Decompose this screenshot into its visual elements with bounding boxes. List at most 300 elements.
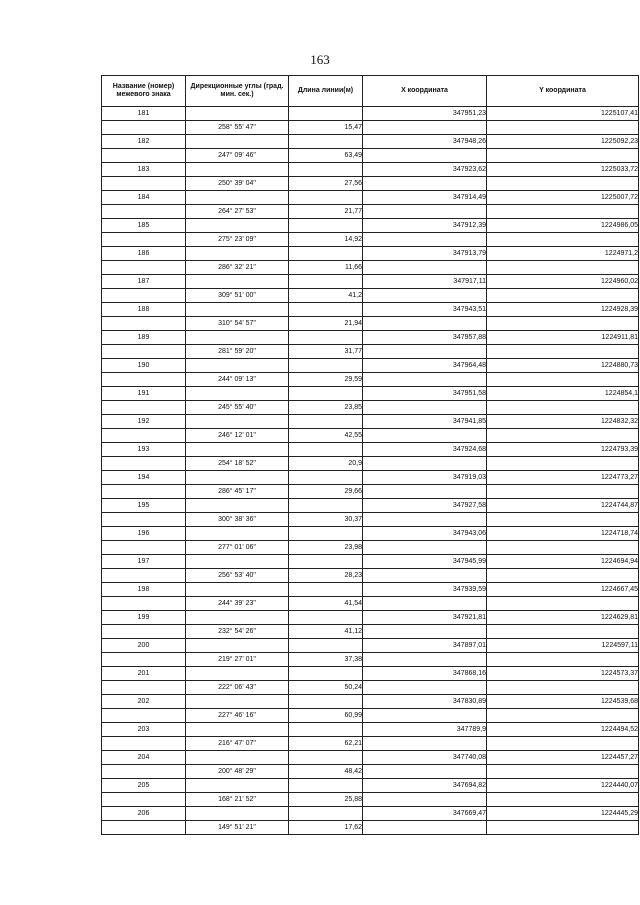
empty-cell bbox=[487, 737, 639, 751]
direction-angle-cell: 286° 32' 21" bbox=[186, 261, 289, 275]
segment-row bbox=[102, 345, 639, 359]
line-length-cell: 29,66 bbox=[289, 485, 363, 499]
line-length-cell: 25,88 bbox=[289, 793, 363, 807]
empty-cell bbox=[102, 121, 186, 135]
empty-cell bbox=[487, 177, 639, 191]
point-name-cell: 200 bbox=[102, 639, 186, 653]
segment-row bbox=[102, 513, 639, 527]
empty-cell bbox=[487, 429, 639, 443]
coordinates-table bbox=[101, 75, 639, 835]
y-coordinate-cell: 1224744,87 bbox=[487, 499, 639, 513]
point-row bbox=[102, 415, 639, 429]
empty-cell bbox=[102, 737, 186, 751]
segment-row bbox=[102, 597, 639, 611]
line-length-cell: 37,38 bbox=[289, 653, 363, 667]
empty-cell bbox=[487, 569, 639, 583]
empty-cell bbox=[487, 289, 639, 303]
segment-row bbox=[102, 541, 639, 555]
x-coordinate-cell: 347919,03 bbox=[363, 471, 487, 485]
empty-cell bbox=[102, 345, 186, 359]
empty-cell bbox=[186, 247, 289, 261]
point-row bbox=[102, 583, 639, 597]
line-length-cell: 50,24 bbox=[289, 681, 363, 695]
y-coordinate-cell: 1224880,73 bbox=[487, 359, 639, 373]
empty-cell bbox=[363, 513, 487, 527]
empty-cell bbox=[289, 555, 363, 569]
x-coordinate-cell: 347897,01 bbox=[363, 639, 487, 653]
direction-angle-cell: 200° 48' 29" bbox=[186, 765, 289, 779]
point-name-cell: 203 bbox=[102, 723, 186, 737]
empty-cell bbox=[289, 471, 363, 485]
empty-cell bbox=[289, 667, 363, 681]
y-coordinate-cell: 1224539,68 bbox=[487, 695, 639, 709]
point-row bbox=[102, 723, 639, 737]
y-coordinate-cell: 1224694,94 bbox=[487, 555, 639, 569]
empty-cell bbox=[363, 233, 487, 247]
line-length-cell: 41,2 bbox=[289, 289, 363, 303]
empty-cell bbox=[186, 331, 289, 345]
empty-cell bbox=[289, 443, 363, 457]
empty-cell bbox=[186, 555, 289, 569]
x-coordinate-cell: 347921,81 bbox=[363, 611, 487, 625]
y-coordinate-cell: 1224971,2 bbox=[487, 247, 639, 261]
x-coordinate-cell: 347943,51 bbox=[363, 303, 487, 317]
empty-cell bbox=[487, 401, 639, 415]
point-name-cell: 206 bbox=[102, 807, 186, 821]
direction-angle-cell: 275° 23' 09" bbox=[186, 233, 289, 247]
point-name-cell: 198 bbox=[102, 583, 186, 597]
x-coordinate-cell: 347694,82 bbox=[363, 779, 487, 793]
empty-cell bbox=[186, 499, 289, 513]
empty-cell bbox=[186, 807, 289, 821]
direction-angle-cell: 250° 39' 04" bbox=[186, 177, 289, 191]
empty-cell bbox=[186, 751, 289, 765]
empty-cell bbox=[102, 709, 186, 723]
point-name-cell: 196 bbox=[102, 527, 186, 541]
empty-cell bbox=[102, 177, 186, 191]
header-name: Название (номер) межевого знака bbox=[102, 76, 186, 107]
empty-cell bbox=[186, 611, 289, 625]
x-coordinate-cell: 347941,85 bbox=[363, 415, 487, 429]
y-coordinate-cell: 1224832,32 bbox=[487, 415, 639, 429]
line-length-cell: 30,37 bbox=[289, 513, 363, 527]
point-name-cell: 202 bbox=[102, 695, 186, 709]
empty-cell bbox=[289, 163, 363, 177]
empty-cell bbox=[487, 317, 639, 331]
direction-angle-cell: 232° 54' 26" bbox=[186, 625, 289, 639]
empty-cell bbox=[102, 569, 186, 583]
line-length-cell: 62,21 bbox=[289, 737, 363, 751]
segment-row bbox=[102, 177, 639, 191]
empty-cell bbox=[487, 793, 639, 807]
empty-cell bbox=[186, 415, 289, 429]
empty-cell bbox=[363, 597, 487, 611]
point-name-cell: 204 bbox=[102, 751, 186, 765]
empty-cell bbox=[186, 275, 289, 289]
empty-cell bbox=[102, 625, 186, 639]
point-name-cell: 193 bbox=[102, 443, 186, 457]
empty-cell bbox=[487, 681, 639, 695]
point-row bbox=[102, 303, 639, 317]
line-length-cell: 42,55 bbox=[289, 429, 363, 443]
point-row bbox=[102, 107, 639, 121]
direction-angle-cell: 246° 12' 01" bbox=[186, 429, 289, 443]
y-coordinate-cell: 1225033,72 bbox=[487, 163, 639, 177]
empty-cell bbox=[289, 807, 363, 821]
empty-cell bbox=[186, 107, 289, 121]
empty-cell bbox=[363, 681, 487, 695]
y-coordinate-cell: 1225007,72 bbox=[487, 191, 639, 205]
x-coordinate-cell: 347957,88 bbox=[363, 331, 487, 345]
segment-row bbox=[102, 149, 639, 163]
empty-cell bbox=[487, 709, 639, 723]
empty-cell bbox=[102, 233, 186, 247]
point-row bbox=[102, 611, 639, 625]
empty-cell bbox=[487, 597, 639, 611]
empty-cell bbox=[289, 135, 363, 149]
segment-row bbox=[102, 653, 639, 667]
y-coordinate-cell: 1224793,39 bbox=[487, 443, 639, 457]
line-length-cell: 48,42 bbox=[289, 765, 363, 779]
y-coordinate-cell: 1224597,11 bbox=[487, 639, 639, 653]
empty-cell bbox=[289, 247, 363, 261]
line-length-cell: 41,54 bbox=[289, 597, 363, 611]
point-name-cell: 197 bbox=[102, 555, 186, 569]
empty-cell bbox=[363, 121, 487, 135]
empty-cell bbox=[487, 821, 639, 835]
empty-cell bbox=[102, 765, 186, 779]
empty-cell bbox=[102, 457, 186, 471]
x-coordinate-cell: 347951,23 bbox=[363, 107, 487, 121]
empty-cell bbox=[186, 639, 289, 653]
x-coordinate-cell: 347917,11 bbox=[363, 275, 487, 289]
point-row bbox=[102, 695, 639, 709]
header-x: X координата bbox=[363, 76, 487, 107]
y-coordinate-cell: 1224573,37 bbox=[487, 667, 639, 681]
point-name-cell: 194 bbox=[102, 471, 186, 485]
point-row bbox=[102, 275, 639, 289]
empty-cell bbox=[186, 527, 289, 541]
point-row bbox=[102, 331, 639, 345]
empty-cell bbox=[186, 359, 289, 373]
line-length-cell: 21,77 bbox=[289, 205, 363, 219]
point-name-cell: 185 bbox=[102, 219, 186, 233]
segment-row bbox=[102, 121, 639, 135]
y-coordinate-cell: 1224928,39 bbox=[487, 303, 639, 317]
line-length-cell: 41,12 bbox=[289, 625, 363, 639]
y-coordinate-cell: 1224718,74 bbox=[487, 527, 639, 541]
x-coordinate-cell: 347914,49 bbox=[363, 191, 487, 205]
point-row bbox=[102, 443, 639, 457]
empty-cell bbox=[289, 331, 363, 345]
line-length-cell: 27,56 bbox=[289, 177, 363, 191]
empty-cell bbox=[186, 779, 289, 793]
y-coordinate-cell: 1224960,02 bbox=[487, 275, 639, 289]
segment-row bbox=[102, 289, 639, 303]
y-coordinate-cell: 1224445,29 bbox=[487, 807, 639, 821]
empty-cell bbox=[102, 793, 186, 807]
empty-cell bbox=[487, 625, 639, 639]
empty-cell bbox=[186, 387, 289, 401]
empty-cell bbox=[487, 765, 639, 779]
empty-cell bbox=[186, 667, 289, 681]
direction-angle-cell: 256° 53' 40" bbox=[186, 569, 289, 583]
x-coordinate-cell: 347948,26 bbox=[363, 135, 487, 149]
empty-cell bbox=[102, 317, 186, 331]
segment-row bbox=[102, 233, 639, 247]
header-y: Y координата bbox=[487, 76, 639, 107]
line-length-cell: 23,98 bbox=[289, 541, 363, 555]
line-length-cell: 63,49 bbox=[289, 149, 363, 163]
point-row bbox=[102, 527, 639, 541]
empty-cell bbox=[102, 429, 186, 443]
empty-cell bbox=[363, 177, 487, 191]
direction-angle-cell: 310° 54' 57" bbox=[186, 317, 289, 331]
empty-cell bbox=[363, 541, 487, 555]
point-name-cell: 181 bbox=[102, 107, 186, 121]
empty-cell bbox=[102, 373, 186, 387]
empty-cell bbox=[363, 149, 487, 163]
segment-row bbox=[102, 569, 639, 583]
x-coordinate-cell: 347669,47 bbox=[363, 807, 487, 821]
header-length: Длина линии(м) bbox=[289, 76, 363, 107]
point-name-cell: 186 bbox=[102, 247, 186, 261]
x-coordinate-cell: 347943,06 bbox=[363, 527, 487, 541]
empty-cell bbox=[363, 765, 487, 779]
segment-row bbox=[102, 317, 639, 331]
y-coordinate-cell: 1224667,45 bbox=[487, 583, 639, 597]
empty-cell bbox=[186, 135, 289, 149]
x-coordinate-cell: 347912,39 bbox=[363, 219, 487, 233]
x-coordinate-cell: 347923,62 bbox=[363, 163, 487, 177]
page-number: 163 bbox=[310, 52, 330, 67]
empty-cell bbox=[102, 513, 186, 527]
line-length-cell: 29,59 bbox=[289, 373, 363, 387]
empty-cell bbox=[487, 541, 639, 555]
point-name-cell: 189 bbox=[102, 331, 186, 345]
segment-row bbox=[102, 485, 639, 499]
empty-cell bbox=[289, 611, 363, 625]
point-name-cell: 187 bbox=[102, 275, 186, 289]
y-coordinate-cell: 1224986,05 bbox=[487, 219, 639, 233]
empty-cell bbox=[289, 415, 363, 429]
direction-angle-cell: 216° 47' 07" bbox=[186, 737, 289, 751]
empty-cell bbox=[363, 261, 487, 275]
empty-cell bbox=[102, 261, 186, 275]
empty-cell bbox=[289, 695, 363, 709]
empty-cell bbox=[289, 387, 363, 401]
point-name-cell: 182 bbox=[102, 135, 186, 149]
direction-angle-cell: 222° 06' 43" bbox=[186, 681, 289, 695]
empty-cell bbox=[363, 205, 487, 219]
direction-angle-cell: 300° 38' 36" bbox=[186, 513, 289, 527]
point-row bbox=[102, 667, 639, 681]
empty-cell bbox=[289, 639, 363, 653]
segment-row bbox=[102, 793, 639, 807]
point-row bbox=[102, 499, 639, 513]
empty-cell bbox=[363, 653, 487, 667]
empty-cell bbox=[363, 373, 487, 387]
empty-cell bbox=[363, 737, 487, 751]
empty-cell bbox=[289, 583, 363, 597]
direction-angle-cell: 281° 59' 20" bbox=[186, 345, 289, 359]
point-row bbox=[102, 247, 639, 261]
empty-cell bbox=[487, 149, 639, 163]
x-coordinate-cell: 347868,16 bbox=[363, 667, 487, 681]
point-row bbox=[102, 751, 639, 765]
direction-angle-cell: 277° 01' 06" bbox=[186, 541, 289, 555]
segment-row bbox=[102, 681, 639, 695]
direction-angle-cell: 245° 55' 40" bbox=[186, 401, 289, 415]
empty-cell bbox=[487, 345, 639, 359]
point-row bbox=[102, 387, 639, 401]
point-name-cell: 195 bbox=[102, 499, 186, 513]
empty-cell bbox=[363, 401, 487, 415]
segment-row bbox=[102, 261, 639, 275]
x-coordinate-cell: 347945,99 bbox=[363, 555, 487, 569]
empty-cell bbox=[289, 219, 363, 233]
empty-cell bbox=[186, 695, 289, 709]
point-row bbox=[102, 779, 639, 793]
x-coordinate-cell: 347927,58 bbox=[363, 499, 487, 513]
empty-cell bbox=[363, 457, 487, 471]
empty-cell bbox=[289, 499, 363, 513]
segment-row bbox=[102, 625, 639, 639]
point-name-cell: 183 bbox=[102, 163, 186, 177]
empty-cell bbox=[363, 485, 487, 499]
line-length-cell: 21,94 bbox=[289, 317, 363, 331]
empty-cell bbox=[186, 163, 289, 177]
direction-angle-cell: 286° 45' 17" bbox=[186, 485, 289, 499]
empty-cell bbox=[186, 303, 289, 317]
header-row bbox=[102, 76, 639, 107]
point-row bbox=[102, 135, 639, 149]
empty-cell bbox=[289, 527, 363, 541]
line-length-cell: 23,85 bbox=[289, 401, 363, 415]
y-coordinate-cell: 1224854,1 bbox=[487, 387, 639, 401]
empty-cell bbox=[102, 597, 186, 611]
empty-cell bbox=[102, 821, 186, 835]
direction-angle-cell: 258° 55' 47" bbox=[186, 121, 289, 135]
point-name-cell: 184 bbox=[102, 191, 186, 205]
empty-cell bbox=[102, 205, 186, 219]
point-name-cell: 199 bbox=[102, 611, 186, 625]
direction-angle-cell: 149° 51' 21" bbox=[186, 821, 289, 835]
point-row bbox=[102, 555, 639, 569]
point-name-cell: 190 bbox=[102, 359, 186, 373]
point-name-cell: 201 bbox=[102, 667, 186, 681]
segment-row bbox=[102, 737, 639, 751]
empty-cell bbox=[186, 723, 289, 737]
y-coordinate-cell: 1224773,27 bbox=[487, 471, 639, 485]
direction-angle-cell: 247° 09' 46" bbox=[186, 149, 289, 163]
line-length-cell: 20,9 bbox=[289, 457, 363, 471]
empty-cell bbox=[363, 709, 487, 723]
x-coordinate-cell: 347830,89 bbox=[363, 695, 487, 709]
segment-row bbox=[102, 457, 639, 471]
table-body bbox=[102, 107, 639, 835]
y-coordinate-cell: 1224457,27 bbox=[487, 751, 639, 765]
empty-cell bbox=[289, 191, 363, 205]
empty-cell bbox=[102, 149, 186, 163]
segment-row bbox=[102, 429, 639, 443]
empty-cell bbox=[289, 303, 363, 317]
empty-cell bbox=[363, 317, 487, 331]
empty-cell bbox=[289, 275, 363, 289]
empty-cell bbox=[363, 625, 487, 639]
line-length-cell: 15,47 bbox=[289, 121, 363, 135]
point-name-cell: 188 bbox=[102, 303, 186, 317]
direction-angle-cell: 227° 46' 16" bbox=[186, 709, 289, 723]
direction-angle-cell: 244° 39' 23" bbox=[186, 597, 289, 611]
x-coordinate-cell: 347939,59 bbox=[363, 583, 487, 597]
point-row bbox=[102, 471, 639, 485]
empty-cell bbox=[487, 205, 639, 219]
empty-cell bbox=[363, 289, 487, 303]
point-row bbox=[102, 359, 639, 373]
y-coordinate-cell: 1224629,81 bbox=[487, 611, 639, 625]
x-coordinate-cell: 347913,79 bbox=[363, 247, 487, 261]
empty-cell bbox=[289, 107, 363, 121]
empty-cell bbox=[289, 779, 363, 793]
y-coordinate-cell: 1224494,52 bbox=[487, 723, 639, 737]
empty-cell bbox=[102, 485, 186, 499]
line-length-cell: 60,99 bbox=[289, 709, 363, 723]
empty-cell bbox=[186, 443, 289, 457]
line-length-cell: 17,62 bbox=[289, 821, 363, 835]
empty-cell bbox=[186, 219, 289, 233]
y-coordinate-cell: 1224911,81 bbox=[487, 331, 639, 345]
direction-angle-cell: 244° 09' 13" bbox=[186, 373, 289, 387]
empty-cell bbox=[102, 681, 186, 695]
segment-row bbox=[102, 205, 639, 219]
segment-row bbox=[102, 401, 639, 415]
point-row bbox=[102, 163, 639, 177]
empty-cell bbox=[487, 457, 639, 471]
empty-cell bbox=[186, 191, 289, 205]
empty-cell bbox=[102, 289, 186, 303]
empty-cell bbox=[289, 723, 363, 737]
y-coordinate-cell: 1225092,23 bbox=[487, 135, 639, 149]
point-row bbox=[102, 807, 639, 821]
x-coordinate-cell: 347951,58 bbox=[363, 387, 487, 401]
empty-cell bbox=[487, 653, 639, 667]
line-length-cell: 11,66 bbox=[289, 261, 363, 275]
x-coordinate-cell: 347740,08 bbox=[363, 751, 487, 765]
x-coordinate-cell: 347789,9 bbox=[363, 723, 487, 737]
x-coordinate-cell: 347964,48 bbox=[363, 359, 487, 373]
empty-cell bbox=[289, 359, 363, 373]
direction-angle-cell: 309° 51' 00" bbox=[186, 289, 289, 303]
point-name-cell: 191 bbox=[102, 387, 186, 401]
segment-row bbox=[102, 765, 639, 779]
header-angle: Дирекционные углы (град. мин. сек.) bbox=[186, 76, 289, 107]
direction-angle-cell: 254° 18' 52" bbox=[186, 457, 289, 471]
segment-row bbox=[102, 373, 639, 387]
y-coordinate-cell: 1225107,41 bbox=[487, 107, 639, 121]
x-coordinate-cell: 347924,68 bbox=[363, 443, 487, 457]
empty-cell bbox=[102, 541, 186, 555]
direction-angle-cell: 168° 21' 52" bbox=[186, 793, 289, 807]
empty-cell bbox=[487, 121, 639, 135]
direction-angle-cell: 264° 27' 53" bbox=[186, 205, 289, 219]
empty-cell bbox=[487, 233, 639, 247]
point-row bbox=[102, 191, 639, 205]
empty-cell bbox=[363, 569, 487, 583]
point-name-cell: 192 bbox=[102, 415, 186, 429]
empty-cell bbox=[487, 373, 639, 387]
empty-cell bbox=[186, 471, 289, 485]
